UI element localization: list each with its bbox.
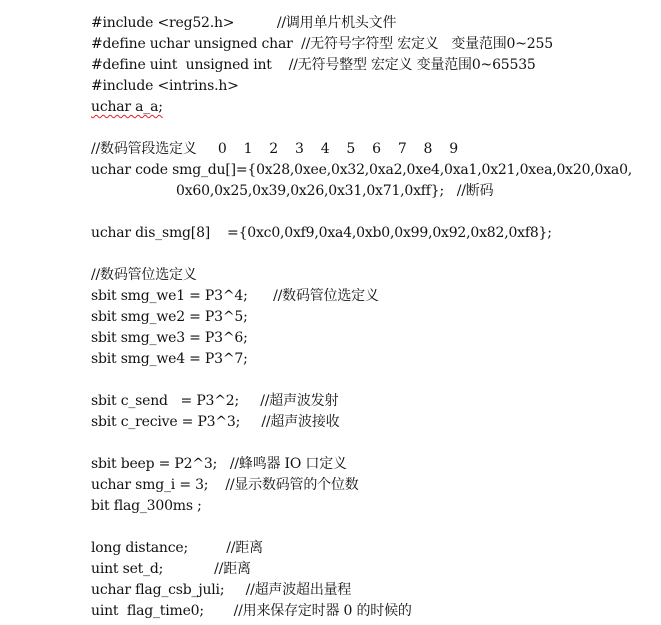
code-line-23: uchar smg_i = 3; //显示数码管的个位数 xyxy=(91,477,359,493)
code-line-14: sbit smg_we1 = P3^4; //数码管位选定义 xyxy=(91,288,379,304)
code-line-9: 0x60,0x25,0x39,0x26,0x31,0x71,0xff}; //断码 xyxy=(91,183,494,199)
code-line-5: uchar a_a; xyxy=(91,99,163,115)
code-line-29: uint flag_time0; //用来保存定时器 0 的时候的 xyxy=(91,603,412,619)
code-line-15: sbit smg_we2 = P3^5; xyxy=(91,309,248,325)
code-line-8: uchar code smg_du[]={0x28,0xee,0x32,0xa2,0xe4,0xa1,0x21,0xea,0x20,0xa0, xyxy=(91,162,633,178)
code-line-1: #include <reg52.h> //调用单片机头文件 xyxy=(91,15,397,31)
code-line-20: sbit c_recive = P3^3; //超声波接收 xyxy=(91,414,340,430)
code-line-28: uchar flag_csb_juli; //超声波超出量程 xyxy=(91,582,352,598)
code-line-19: sbit c_send = P3^2; //超声波发射 xyxy=(91,393,339,409)
code-line-27: uint set_d; //距离 xyxy=(91,561,251,577)
code-line-24: bit flag_300ms ; xyxy=(91,498,202,514)
code-line-16: sbit smg_we3 = P3^6; xyxy=(91,330,248,346)
code-line-4: #include <intrins.h> xyxy=(91,78,239,94)
code-line-2: #define uchar unsigned char //无符号字符型 宏定义 变量范围0~255 xyxy=(91,36,553,52)
code-line-13: //数码管位选定义 xyxy=(91,267,197,283)
code-line-11: uchar dis_smg[8] ={0xc0,0xf9,0xa4,0xb0,0x99,0x92,0x82,0xf8}; xyxy=(91,225,552,241)
code-line-7: //数码管段选定义 0 1 2 3 4 5 6 7 8 9 xyxy=(91,141,458,157)
code-line-17: sbit smg_we4 = P3^7; xyxy=(91,351,248,367)
code-line-22: sbit beep = P2^3; //蜂鸣器 IO 口定义 xyxy=(91,456,347,472)
code-line-26: long distance; //距离 xyxy=(91,540,263,556)
code-line-3: #define uint unsigned int //无符号整型 宏定义 变量范围0~65535 xyxy=(91,57,536,73)
